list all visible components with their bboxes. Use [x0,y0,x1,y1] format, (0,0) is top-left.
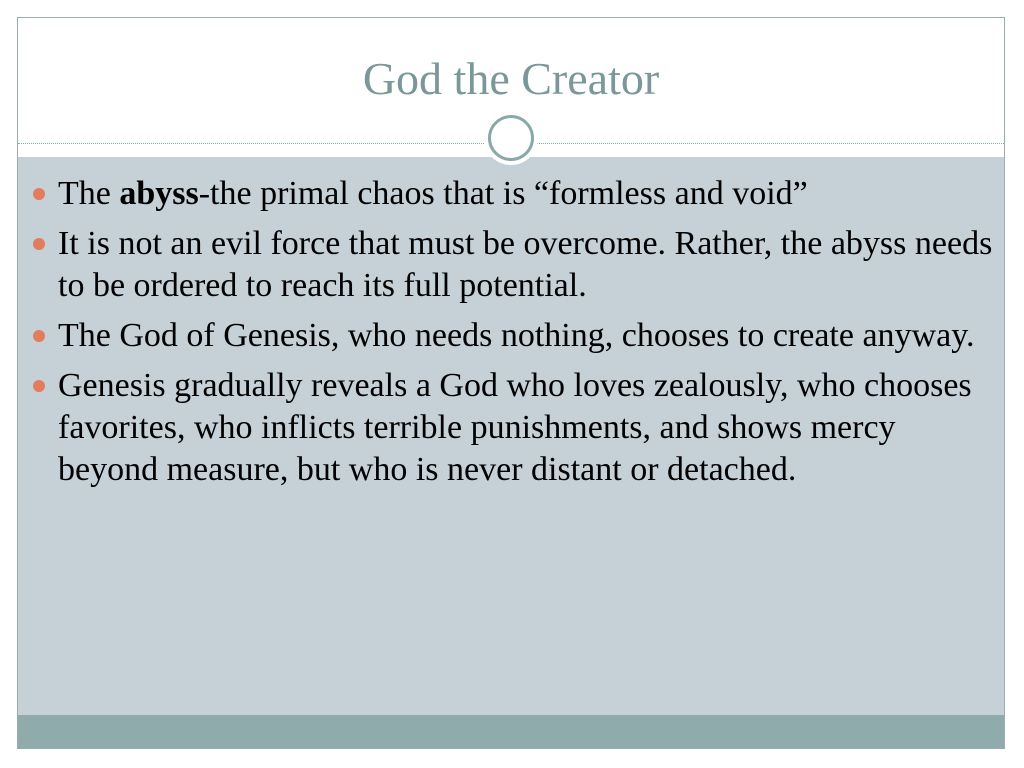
bullet-bold-term: abyss [119,175,199,212]
bullet-text: It is not an evil force that must be overcome. Rather, the abyss needs to be ordered to reach its full potential. [58,225,993,304]
bullet-item [0,315,1024,357]
bullet-prefix: The [58,175,120,212]
bullet-text: The God of Genesis, who needs nothing, chooses to create anyway. [58,317,975,354]
circle-ornament-icon [484,111,538,165]
footer-band [18,715,1004,748]
bullet-rest: -the primal chaos that is “formless and void” [198,175,808,212]
circle-ring [488,115,534,161]
bullet-text: Genesis gradually reveals a God who loves zealously, who chooses favorites, who inflicts terrible punishments, and shows mercy beyond measure, but who is never distant or detached. [58,367,972,488]
bullet-item [0,223,1024,307]
bullet-dot-icon [33,188,45,200]
bullet-item [0,173,1024,215]
bullet-item [0,365,1024,491]
bullet-dot-icon [33,330,45,342]
bullet-dot-icon [33,238,45,250]
bullet-list [0,173,1024,499]
bullet-dot-icon [33,380,45,392]
slide-title: God the Creator [362,53,660,104]
